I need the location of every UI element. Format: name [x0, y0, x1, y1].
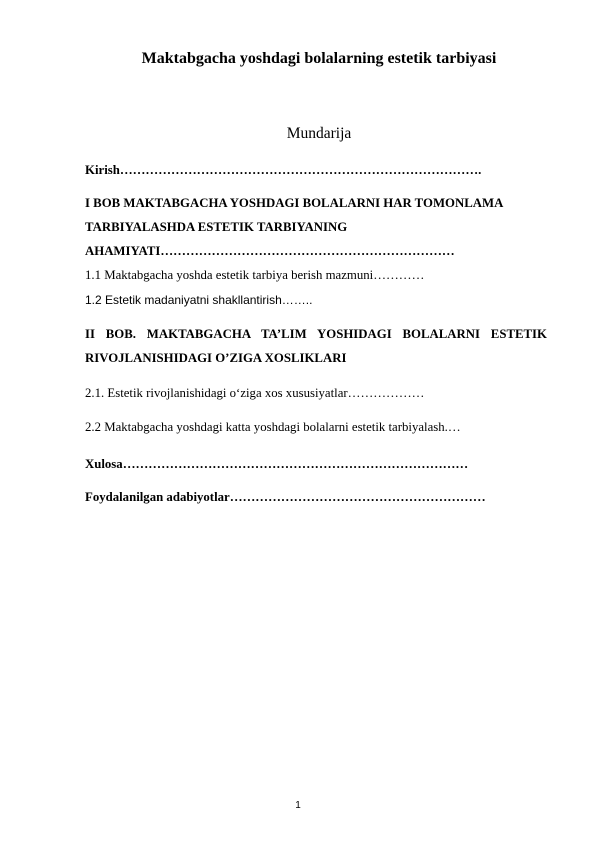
toc-entry-xulosa: Xulosa………………………………………………………………………	[85, 457, 469, 471]
toc-entry-bob2-line2: RIVOJLANISHIDAGI O’ZIGA XOSLIKLARI	[85, 351, 347, 365]
toc-entry-2-2: 2.2 Maktabgacha yoshdagi katta yoshdagi bolalarni estetik tarbiyalash.…	[85, 420, 461, 434]
toc-entry-bob1-line2: TARBIYALASHDA ESTETIK TARBIYANING	[85, 220, 348, 234]
document-title: Maktabgacha yoshdagi bolalarning estetik tarbiyasi	[141, 50, 497, 67]
toc-entry-1-2: 1.2 Estetik madaniyatni shakllantirish……..	[85, 293, 313, 307]
toc-entry-bob1-line3: AHAMIYATI……………………………………………………………	[85, 244, 455, 258]
toc-entry-adabiyotlar: Foydalanilgan adabiyotlar……………………………………………………	[85, 490, 486, 504]
page-number: 1	[295, 800, 301, 811]
toc-entry-1-1: 1.1 Maktabgacha yoshda estetik tarbiya berish mazmuni…………	[85, 268, 425, 282]
toc-heading: Mundarija	[286, 125, 352, 142]
toc-entry-2-1: 2.1. Estetik rivojlanishidagi o‘ziga xos xususiyatlar………………	[85, 386, 425, 400]
toc-entry-bob1-line1: I BOB MAKTABGACHA YOSHDAGI BOLALARNI HAR TOMONLAMA	[85, 196, 504, 210]
toc-entry-kirish: Kirish………………………………………………………………………….	[85, 163, 482, 177]
toc-entry-bob2-line1: II BOB. MAKTABGACHA TA’LIM YOSHIDAGI BOLALARNI ESTETIK	[85, 327, 547, 341]
